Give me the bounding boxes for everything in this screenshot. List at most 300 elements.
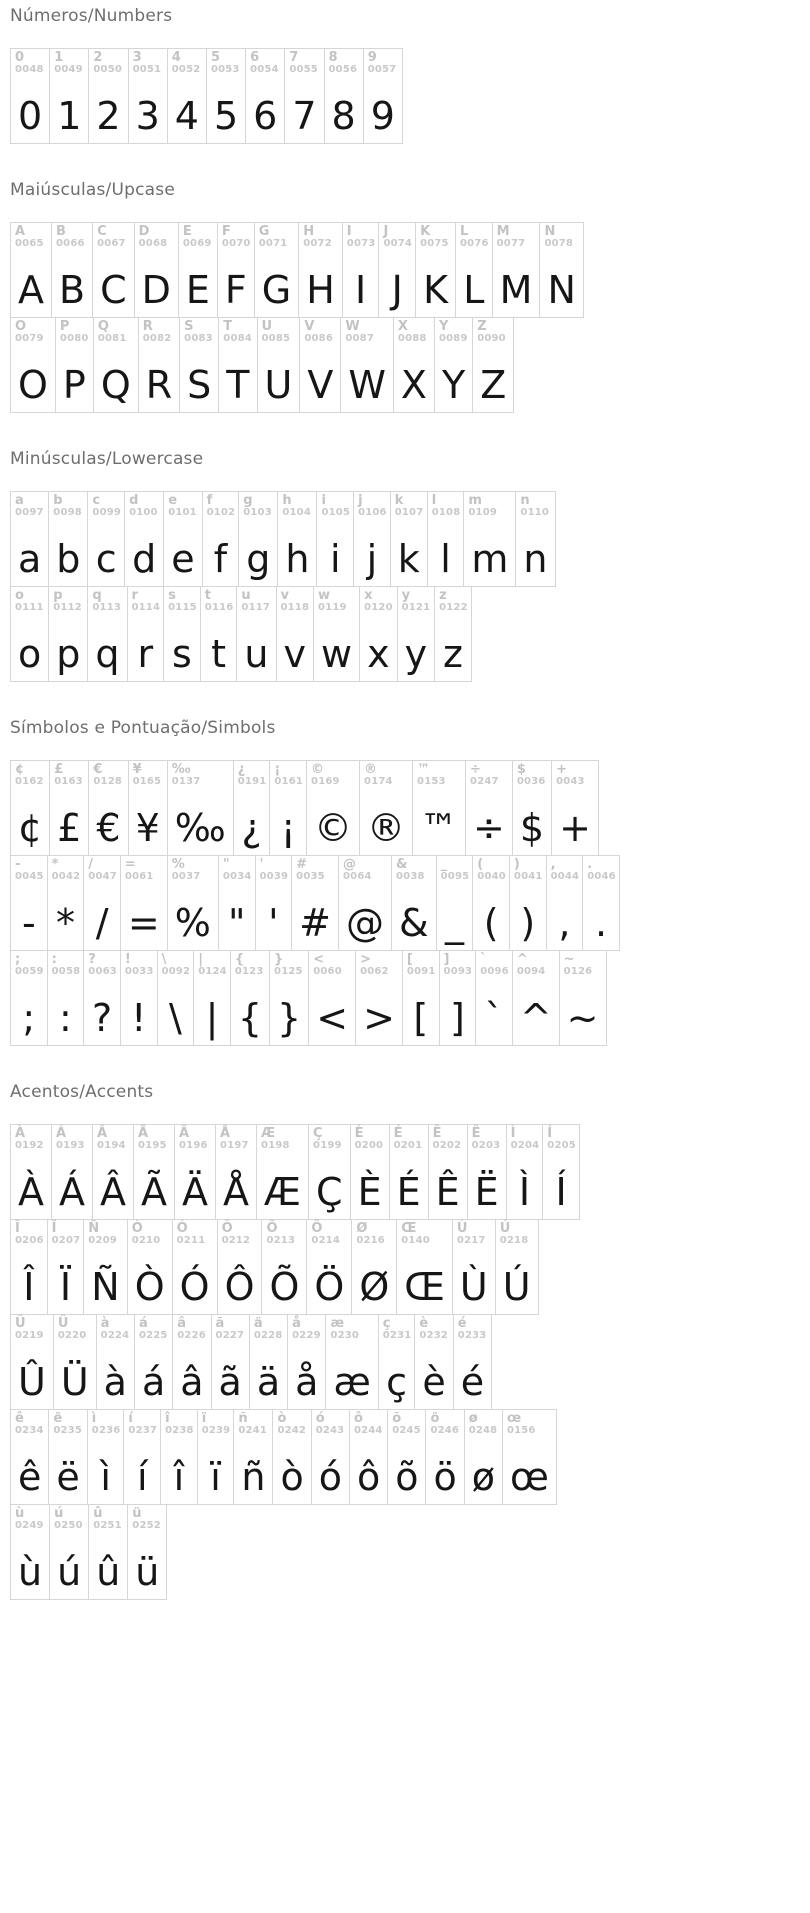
cell-labels xyxy=(246,49,284,76)
cell-labels xyxy=(11,1220,47,1247)
cell-glyph-preview: ( xyxy=(483,901,499,945)
cell-char-label: z xyxy=(439,588,447,603)
cell-char-label: J xyxy=(383,224,389,239)
char-cell xyxy=(200,586,238,682)
cell-char-label: N xyxy=(544,224,556,239)
cell-labels xyxy=(129,761,167,788)
char-cell xyxy=(10,1124,52,1220)
cell-glyph-preview: . xyxy=(594,901,608,945)
cell-labels xyxy=(356,951,402,978)
char-cell xyxy=(217,222,255,318)
cell-char-label: 1 xyxy=(54,50,64,65)
cell-glyph-preview: 7 xyxy=(292,94,317,138)
cell-labels xyxy=(440,951,476,978)
cell-unicode-code: 0043 xyxy=(556,776,585,788)
cell-labels xyxy=(547,856,583,883)
cell-glyph-preview: ç xyxy=(386,1360,408,1404)
cell-labels xyxy=(270,761,306,788)
char-cell xyxy=(245,48,285,144)
char-cell xyxy=(378,222,416,318)
cell-glyph-preview: ÷ xyxy=(473,806,505,850)
cell-char-label: l xyxy=(431,493,437,508)
cell-glyph-preview: í xyxy=(136,1455,148,1499)
cell-char-label: Ò xyxy=(131,1221,143,1236)
char-cell xyxy=(359,586,398,682)
cell-char-label: G xyxy=(258,224,270,239)
cell-char-label: ÷ xyxy=(470,762,481,777)
char-cell xyxy=(452,1219,496,1315)
cell-unicode-code: 0061 xyxy=(124,871,154,883)
cell-unicode-code: 0128 xyxy=(93,776,123,788)
cell-char-label: ä xyxy=(253,1316,263,1331)
cell-labels xyxy=(11,49,49,76)
cell-char-label: W xyxy=(345,319,360,334)
cell-glyph-preview: ' xyxy=(268,901,279,945)
cell-unicode-code: 0199 xyxy=(313,1140,342,1152)
cell-labels xyxy=(435,318,472,345)
cell-glyph-preview: g xyxy=(246,537,271,581)
cell-unicode-code: 0104 xyxy=(282,507,311,519)
char-cell xyxy=(53,1314,97,1410)
cell-glyph-preview: Ü xyxy=(60,1360,89,1404)
cell-labels xyxy=(168,49,206,76)
char-row xyxy=(10,317,800,413)
cell-unicode-code: 0163 xyxy=(54,776,83,788)
cell-labels xyxy=(507,1125,543,1152)
char-cell xyxy=(542,1124,580,1220)
cell-char-label: M xyxy=(496,224,510,239)
cell-labels xyxy=(121,951,157,978)
cell-glyph-preview: s xyxy=(172,632,192,676)
cell-glyph-preview: _ xyxy=(444,901,464,945)
cell-labels xyxy=(464,492,515,519)
cell-unicode-code: 0044 xyxy=(550,871,580,883)
char-cell xyxy=(359,760,413,856)
cell-glyph-preview: " xyxy=(227,901,246,945)
cell-glyph-preview: Ë xyxy=(474,1170,499,1214)
char-cell xyxy=(83,950,121,1046)
cell-glyph-preview: î xyxy=(173,1455,185,1499)
char-cell xyxy=(193,950,231,1046)
cell-char-label: Í xyxy=(547,1126,553,1141)
cell-glyph-preview: 0 xyxy=(18,94,43,138)
cell-glyph-preview: = xyxy=(127,901,160,945)
cell-char-label: Ñ xyxy=(88,1221,100,1236)
char-cell xyxy=(167,760,234,856)
char-cell xyxy=(128,48,168,144)
char-row xyxy=(10,1314,800,1410)
cell-unicode-code: 0089 xyxy=(438,333,468,345)
cell-labels xyxy=(552,761,598,788)
cell-unicode-code: 0106 xyxy=(358,507,387,519)
cell-glyph-preview: Ø xyxy=(359,1265,390,1309)
cell-char-label: & xyxy=(396,857,408,872)
cell-glyph-preview: ô xyxy=(356,1455,381,1499)
char-cell xyxy=(390,491,428,587)
cell-glyph-preview: G xyxy=(261,268,292,312)
cell-glyph-preview: P xyxy=(62,363,86,407)
cell-glyph-preview: Z xyxy=(480,363,507,407)
section-numbers xyxy=(10,6,800,144)
cell-labels xyxy=(257,1125,308,1152)
cell-unicode-code: 0124 xyxy=(198,966,227,978)
cell-unicode-code: 0111 xyxy=(15,602,44,614)
cell-unicode-code: 0045 xyxy=(15,871,44,883)
char-cell xyxy=(134,1314,173,1410)
char-cell xyxy=(217,1219,263,1315)
cell-glyph-preview: < xyxy=(316,996,349,1040)
cell-labels xyxy=(50,761,88,788)
cell-glyph-preview: > xyxy=(363,996,395,1040)
cell-char-label: é xyxy=(457,1316,467,1331)
cell-unicode-code: 0071 xyxy=(258,238,288,250)
cell-char-label: í xyxy=(128,1411,133,1426)
char-cell xyxy=(351,1219,397,1315)
char-cell xyxy=(87,491,125,587)
char-cell xyxy=(233,760,271,856)
cell-char-label: R xyxy=(142,319,153,334)
cell-labels xyxy=(11,951,47,978)
cell-glyph-preview: ñ xyxy=(241,1455,266,1499)
cell-unicode-code: 0055 xyxy=(289,64,318,76)
cell-unicode-code: 0162 xyxy=(15,776,44,788)
char-cell xyxy=(350,1124,390,1220)
cell-unicode-code: 0244 xyxy=(353,1425,383,1437)
cell-unicode-code: 0214 xyxy=(311,1235,341,1247)
char-cell xyxy=(324,48,364,144)
cell-unicode-code: 0233 xyxy=(457,1330,487,1342)
cell-glyph-preview: É xyxy=(396,1170,421,1214)
char-cell xyxy=(467,1124,507,1220)
cell-unicode-code: 0212 xyxy=(221,1235,251,1247)
char-row xyxy=(10,1124,800,1220)
cell-glyph-preview: @ xyxy=(346,901,384,945)
cell-labels xyxy=(513,951,559,978)
cell-char-label: d xyxy=(129,493,139,508)
cell-glyph-preview: Ô xyxy=(224,1265,255,1309)
char-cell xyxy=(127,1504,167,1600)
cell-unicode-code: 0217 xyxy=(456,1235,486,1247)
cell-labels xyxy=(175,1125,215,1152)
cell-glyph-preview: l xyxy=(440,537,451,581)
cell-char-label: Õ xyxy=(266,1221,278,1236)
cell-unicode-code: 0174 xyxy=(364,776,393,788)
cell-glyph-preview: Y xyxy=(441,363,466,407)
cell-char-label: ¿ xyxy=(237,762,246,777)
cell-unicode-code: 0101 xyxy=(168,507,197,519)
cell-char-label: ( xyxy=(477,857,484,872)
cell-char-label: L xyxy=(460,224,469,239)
cell-glyph-preview: ; xyxy=(22,996,36,1040)
char-cell xyxy=(559,950,607,1046)
cell-labels xyxy=(124,1410,160,1437)
cell-char-label: f xyxy=(206,493,213,508)
cell-char-label: ò xyxy=(277,1411,287,1426)
cell-unicode-code: 0069 xyxy=(182,238,212,250)
cell-unicode-code: 0153 xyxy=(417,776,446,788)
char-cell xyxy=(92,1124,134,1220)
cell-unicode-code: 0084 xyxy=(223,333,252,345)
cell-char-label: 4 xyxy=(171,50,181,65)
cell-glyph-preview: a xyxy=(18,537,42,581)
cell-glyph-preview: L xyxy=(463,268,485,312)
cell-unicode-code: 0116 xyxy=(204,602,234,614)
cell-unicode-code: 0228 xyxy=(253,1330,283,1342)
char-cell xyxy=(206,48,246,144)
cell-labels xyxy=(11,1410,48,1437)
cell-unicode-code: 0059 xyxy=(15,966,44,978)
cell-glyph-preview: ¡ xyxy=(280,806,296,850)
cell-glyph-preview: ã xyxy=(218,1360,242,1404)
cell-labels xyxy=(341,318,393,345)
cell-unicode-code: 0038 xyxy=(396,871,425,883)
cell-glyph-preview: 3 xyxy=(135,94,160,138)
char-cell xyxy=(88,48,128,144)
cell-glyph-preview: Ä xyxy=(182,1170,208,1214)
cell-char-label: a xyxy=(15,493,24,508)
cell-labels xyxy=(398,587,435,614)
cell-char-label: ï xyxy=(201,1411,207,1426)
cell-labels xyxy=(48,951,84,978)
char-cell xyxy=(325,1314,378,1410)
cell-char-label: : xyxy=(51,952,57,967)
cell-glyph-preview: ä xyxy=(256,1360,281,1404)
cell-char-label: T xyxy=(223,319,233,334)
char-cell xyxy=(349,1409,388,1505)
cell-char-label: h xyxy=(282,493,292,508)
cell-char-label: Ü xyxy=(57,1316,69,1331)
cell-char-label: < xyxy=(313,952,325,967)
cell-unicode-code: 0102 xyxy=(206,507,236,519)
cell-labels xyxy=(299,223,342,250)
char-cell xyxy=(47,1219,85,1315)
char-cell xyxy=(179,317,219,413)
cell-glyph-preview: # xyxy=(299,901,331,945)
char-cell xyxy=(412,760,466,856)
cell-unicode-code: 0091 xyxy=(406,966,436,978)
cell-unicode-code: 0033 xyxy=(124,966,154,978)
char-cell xyxy=(434,317,473,413)
cell-char-label: ø xyxy=(468,1411,478,1426)
cell-char-label: ¡ xyxy=(274,762,281,777)
cell-unicode-code: 0073 xyxy=(346,238,376,250)
char-cell xyxy=(425,1409,464,1505)
cell-unicode-code: 0086 xyxy=(304,333,333,345)
char-cell xyxy=(47,855,85,951)
cell-labels xyxy=(493,223,540,250)
cell-labels xyxy=(94,318,138,345)
cell-glyph-preview: ® xyxy=(367,806,406,850)
cell-unicode-code: 0191 xyxy=(237,776,267,788)
char-cell xyxy=(128,760,168,856)
cell-labels xyxy=(415,1315,452,1342)
char-cell xyxy=(387,1409,426,1505)
cell-glyph-preview: c xyxy=(95,537,117,581)
char-row xyxy=(10,1219,800,1315)
char-cell xyxy=(55,317,94,413)
char-cell xyxy=(83,855,121,951)
cell-unicode-code: 0201 xyxy=(393,1140,423,1152)
char-cell xyxy=(92,222,135,318)
cell-labels xyxy=(473,856,509,883)
cell-labels xyxy=(456,223,492,250)
cell-unicode-code: 0096 xyxy=(480,966,509,978)
cell-labels xyxy=(278,492,316,519)
cell-glyph-preview: û xyxy=(96,1550,121,1594)
cell-char-label: H xyxy=(303,224,315,239)
cell-unicode-code: 0234 xyxy=(15,1425,44,1437)
cell-glyph-preview: b xyxy=(56,537,81,581)
char-cell xyxy=(495,1219,539,1315)
char-cell xyxy=(87,1409,125,1505)
cell-unicode-code: 0193 xyxy=(56,1140,85,1152)
char-cell xyxy=(427,491,465,587)
cell-glyph-preview: m xyxy=(471,537,509,581)
cell-glyph-preview: Œ xyxy=(404,1265,445,1309)
cell-labels xyxy=(234,761,270,788)
char-cell xyxy=(96,1314,135,1410)
cell-unicode-code: 0202 xyxy=(432,1140,462,1152)
cell-char-label: , xyxy=(550,857,556,872)
cell-char-label: Ï xyxy=(51,1221,57,1236)
cell-glyph-preview: ] xyxy=(449,996,465,1040)
char-cell xyxy=(465,760,513,856)
cell-char-label: ! xyxy=(124,952,131,967)
cell-unicode-code: 0047 xyxy=(88,871,117,883)
cell-glyph-preview: € xyxy=(96,806,121,850)
char-cell xyxy=(202,491,240,587)
cell-labels xyxy=(179,223,217,250)
cell-glyph-preview: è xyxy=(422,1360,446,1404)
char-cell xyxy=(215,1124,257,1220)
char-cell xyxy=(363,48,403,144)
cell-char-label: £ xyxy=(54,762,64,777)
char-cell xyxy=(284,48,324,144)
char-row xyxy=(10,491,800,587)
char-cell xyxy=(546,855,584,951)
cell-labels xyxy=(89,761,127,788)
char-cell xyxy=(502,1409,557,1505)
cell-unicode-code: 0210 xyxy=(131,1235,161,1247)
cell-labels xyxy=(237,587,275,614)
char-cell xyxy=(506,1124,544,1220)
cell-glyph-preview: Á xyxy=(59,1170,85,1214)
char-cell xyxy=(340,317,394,413)
cell-char-label: 2 xyxy=(93,50,103,65)
cell-char-label: ' xyxy=(259,857,264,872)
char-cell xyxy=(167,48,207,144)
cell-char-label: ã xyxy=(215,1316,225,1331)
cell-unicode-code: 0123 xyxy=(234,966,264,978)
char-cell xyxy=(10,317,56,413)
cell-labels xyxy=(219,856,255,883)
cell-labels xyxy=(255,223,298,250)
cell-labels xyxy=(256,856,292,883)
cell-unicode-code: 0065 xyxy=(15,238,44,250)
cell-glyph-preview: y xyxy=(404,632,428,676)
cell-unicode-code: 0236 xyxy=(91,1425,121,1437)
cell-char-label: D xyxy=(138,224,150,239)
char-cell xyxy=(133,1124,175,1220)
char-cell xyxy=(316,491,354,587)
char-row xyxy=(10,222,800,318)
cell-labels xyxy=(350,1410,387,1437)
cell-unicode-code: 0241 xyxy=(238,1425,267,1437)
cell-labels xyxy=(413,761,465,788)
char-cell xyxy=(393,317,435,413)
cell-char-label: ç xyxy=(382,1316,391,1331)
cell-char-label: y xyxy=(401,588,411,603)
cell-glyph-preview: n xyxy=(523,537,548,581)
cell-labels xyxy=(364,49,402,76)
char-cell xyxy=(163,491,202,587)
char-cell xyxy=(10,950,48,1046)
cell-char-label: Å xyxy=(220,1126,231,1141)
section-symbols xyxy=(10,718,800,1046)
char-cell xyxy=(539,222,583,318)
char-cell xyxy=(138,317,180,413)
cell-char-label: ö xyxy=(430,1411,440,1426)
cell-unicode-code: 0092 xyxy=(161,966,191,978)
char-cell xyxy=(49,760,89,856)
cell-unicode-code: 0211 xyxy=(176,1235,206,1247)
cell-unicode-code: 0227 xyxy=(215,1330,245,1342)
cell-labels xyxy=(139,318,179,345)
cell-labels xyxy=(510,856,546,883)
cell-glyph-preview: ! xyxy=(131,996,147,1040)
char-cell xyxy=(254,222,299,318)
cell-glyph-preview: A xyxy=(18,268,44,312)
char-cell xyxy=(238,491,278,587)
cell-labels xyxy=(50,49,88,76)
cell-unicode-code: 0057 xyxy=(367,64,397,76)
cell-labels xyxy=(164,587,200,614)
cell-labels xyxy=(128,587,164,614)
cell-glyph-preview: Ù xyxy=(459,1265,488,1309)
char-cell xyxy=(261,1219,307,1315)
char-cell xyxy=(160,1409,198,1505)
cell-char-label: ] xyxy=(443,952,450,967)
cell-unicode-code: 0053 xyxy=(210,64,240,76)
cell-glyph-preview: [ xyxy=(413,996,429,1040)
cell-char-label: e xyxy=(168,493,178,508)
cell-char-label: Ú xyxy=(499,1221,511,1236)
cell-labels xyxy=(158,951,194,978)
cell-glyph-preview: Ú xyxy=(502,1265,531,1309)
cell-labels xyxy=(465,1410,502,1437)
cell-char-label: r xyxy=(131,588,138,603)
cell-unicode-code: 0094 xyxy=(516,966,546,978)
cell-unicode-code: 0090 xyxy=(477,333,506,345)
cell-labels xyxy=(307,761,359,788)
cell-labels xyxy=(466,761,512,788)
cell-labels xyxy=(540,223,582,250)
cell-labels xyxy=(379,223,415,250)
cell-glyph-preview: 1 xyxy=(57,94,82,138)
cell-char-label: Ì xyxy=(510,1126,516,1141)
cell-unicode-code: 0120 xyxy=(364,602,393,614)
cell-char-label: | xyxy=(198,952,203,967)
cell-unicode-code: 0072 xyxy=(303,238,332,250)
cell-glyph-preview: - xyxy=(21,901,36,945)
cell-labels xyxy=(84,951,120,978)
cell-char-label: õ xyxy=(392,1411,402,1426)
cell-labels xyxy=(285,49,323,76)
cell-glyph-preview: t xyxy=(211,632,227,676)
cell-char-label: 9 xyxy=(367,50,377,65)
cell-unicode-code: 0194 xyxy=(97,1140,126,1152)
char-cell xyxy=(172,1219,218,1315)
